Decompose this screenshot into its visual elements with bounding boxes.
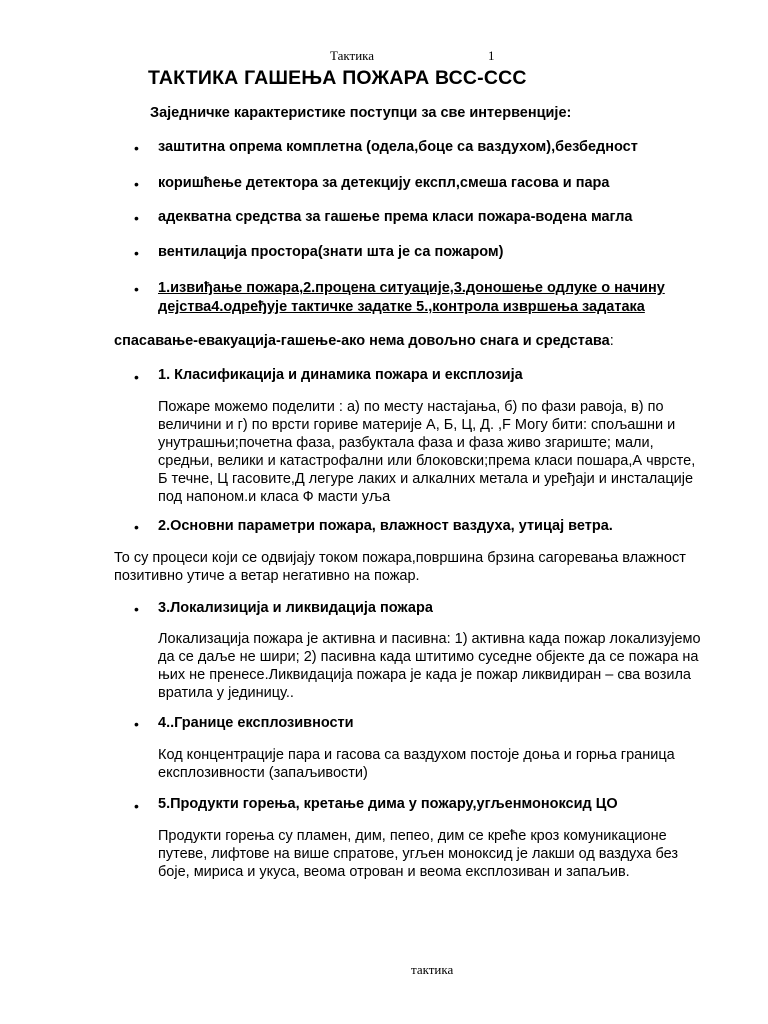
- list-item: заштитна опрема комплетна (одела,боце са ваздухом),безбедност: [158, 139, 638, 155]
- rescue-line-colon: :: [609, 333, 614, 349]
- bullet-icon: •: [134, 601, 139, 617]
- list-item: коришћење детектора за детекцију експл,смеша гасова и пара: [158, 175, 610, 191]
- section-paragraph: [158, 398, 695, 506]
- section-heading: 5.Продукти горења, кретање дима у пожару,угљенмоноксид ЦО: [158, 796, 618, 812]
- paragraph-line: позитивно утиче а ветар негативно на пожар.: [114, 568, 420, 584]
- paragraph-line: То су процеси који се одвијају током пожара,површина брзина сагоревања влажност: [114, 550, 686, 566]
- section-paragraph: [158, 746, 675, 782]
- paragraph-line: експлозивности (запаљивости): [158, 765, 368, 781]
- section-heading: 4..Границе експлозивности: [158, 715, 354, 731]
- bullet-icon: •: [134, 245, 139, 261]
- bullet-icon: •: [134, 519, 139, 535]
- header-title: Тактика: [330, 48, 375, 63]
- paragraph-line: вратила у јединицу..: [158, 685, 294, 701]
- document-title: ТАКТИКА ГАШЕЊА ПОЖАРА ВСС-ССС: [148, 67, 527, 89]
- bullet-icon: •: [134, 281, 139, 297]
- paragraph-line: путеве, лифтове на више спратове, угљен моноксид је лакши од ваздуха без: [158, 846, 679, 862]
- footer-text: тактика: [411, 962, 454, 977]
- bullet-icon: •: [134, 140, 139, 156]
- paragraph-line: Пожаре можемо поделити : а) по месту настајања, б) по фази равоја, в) по: [158, 399, 664, 415]
- bullet-icon: •: [134, 210, 139, 226]
- section-heading: 2.Основни параметри пожара, влажност ваздуха, утицај ветра.: [158, 518, 613, 534]
- paragraph-line: Код концентрације пара и гасова са ваздухом постоје доња и горња граница: [158, 747, 675, 763]
- paragraph-line: Локализација пожара је активна и пасивна: 1) активна када пожар локализујемо: [158, 631, 701, 647]
- underlined-list-item-line: дејства4.одређује тактичке задатке 5.,контрола извршења задатака: [158, 299, 645, 315]
- bullet-icon: •: [134, 716, 139, 732]
- section-heading: 1. Класификација и динамика пожара и експлозија: [158, 367, 523, 383]
- page-number: 1: [488, 48, 495, 63]
- section-paragraph: [114, 549, 686, 585]
- paragraph-line: Продукти горења су пламен, дим, пепео, дим се креће кроз комуникационе: [158, 828, 667, 844]
- rescue-line: [114, 333, 614, 349]
- paragraph-line: унутрашњи;почетна фаза, разбуктала фаза и фаза живо згариште; мали,: [158, 435, 654, 451]
- paragraph-line: под напоном.и класа Ф масти уља: [158, 489, 391, 505]
- section-paragraph: [158, 827, 678, 881]
- bullet-icon: •: [134, 369, 139, 385]
- section-paragraph: [158, 630, 701, 702]
- paragraph-line: Б течне, Ц гасовите,Д легуре лаких и алкалних метала и уређаји и инсталације: [158, 471, 694, 487]
- section-heading: 3.Локализиција и ликвидација пожара: [158, 600, 433, 616]
- paragraph-line: да се даље не шири; 2) пасивна када штитимо суседне објекте да се пожара на: [158, 649, 699, 665]
- paragraph-line: њих не пренесе.Ликвидација пожара је када је пожар ликвидиран – сва возила: [158, 667, 691, 683]
- paragraph-line: средњи, велики и катастрофални или блоковски;према класи пошара,А чврсте,: [158, 453, 696, 469]
- underlined-list-item-line: 1.извиђање пожара,2.процена ситуације,3.доношење одлуке о начину: [158, 280, 665, 296]
- paragraph-line: боје, мириса и укуса, веома отрован и веома експлозиван и запаљив.: [158, 864, 630, 880]
- bullet-icon: •: [134, 798, 139, 814]
- list-item: адекватна средства за гашење према класи пожара-водена магла: [158, 209, 633, 225]
- paragraph-line: величини и г) по врсти гориве материје А, Б, Ц, Д. ,F Могу бити: спољашни и: [158, 417, 676, 433]
- subtitle: Заједничке карактеристике поступци за све интервенције:: [150, 105, 572, 121]
- rescue-line-text: спасавање-евакуација-гашење-ако нема довољно снага и средстава: [114, 333, 610, 349]
- list-item: вентилација простора(знати шта је са пожаром): [158, 244, 504, 260]
- bullet-icon: •: [134, 176, 139, 192]
